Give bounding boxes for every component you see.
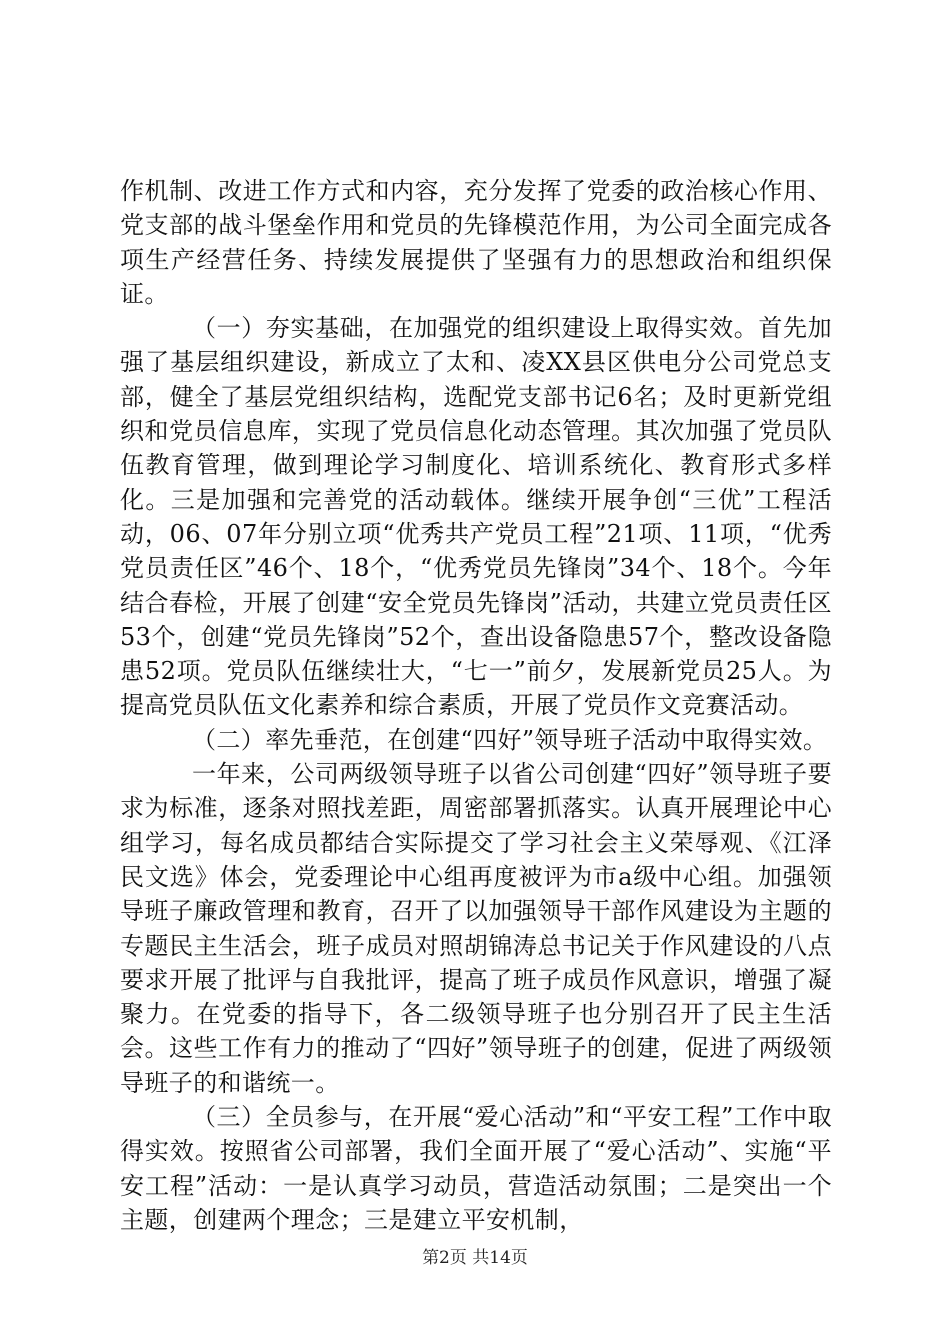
paragraph-section-two-heading: （二）率先垂范，在创建“四好”领导班子活动中取得实效。 bbox=[192, 725, 828, 754]
document-body bbox=[120, 174, 832, 1237]
paragraph-section-one: （一）夯实基础，在加强党的组织建设上取得实效。首先加强了基层组织建设，新成立了太和、凌XX县区供电分公司党总支部，健全了基层党组织结构，选配党支部书记6名；及时更新党组织和党员信息库，实现了党员信息化动态管理。其次加强了党员队伍教育管理，做到理论学习制度化、培训系统化、教育形式多样化。三是加强和完善党的活动载体。继续开展争创“三优”工程活动，06、07年分别立项“优秀共产党员工程”21项、11项，“优秀党员责任区”46个、18个，“优秀党员先锋岗”34个、18个。今年结合春检，开展了创建“安全党员先锋岗”活动，共建立党员责任区53个，创建“党员先锋岗”52个，查出设备隐患57个，整改设备隐患52项。党员队伍继续壮大，“七一”前夕，发展新党员25人。为提高党员队伍文化素养和综合素质，开展了党员作文竞赛活动。 bbox=[120, 314, 832, 720]
paragraph-continuation: 作机制、改进工作方式和内容，充分发挥了党委的政治核心作用、党支部的战斗堡垒作用和党员的先锋模范作用，为公司全面完成各项生产经营任务、持续发展提供了坚强有力的思想政治和组织保证。 bbox=[120, 177, 832, 308]
paragraph-section-three: （三）全员参与，在开展“爱心活动”和“平安工程”工作中取得实效。按照省公司部署，我们全面开展了“爱心活动”、实施“平安工程”活动：一是认真学习动员，营造活动氛围；二是突出一个主题，创建两个理念；三是建立平安机制， bbox=[120, 1103, 832, 1234]
page-number-footer: 第2页 共14页 bbox=[422, 1248, 528, 1268]
paragraph-section-two-body: 一年来，公司两级领导班子以省公司创建“四好”领导班子要求为标准，逐条对照找差距，周密部署抓落实。认真开展理论中心组学习，每名成员都结合实际提交了学习社会主义荣辱观、《江泽民文选》体会，党委理论中心组再度被评为市a级中心组。加强领导班子廉政管理和教育，召开了以加强领导干部作风建设为主题的专题民主生活会，班子成员对照胡锦涛总书记关于作风建设的八点要求开展了批评与自我批评，提高了班子成员作风意识，增强了凝聚力。在党委的指导下，各二级领导班子也分别召开了民主生活会。这些工作有力的推动了“四好”领导班子的创建，促进了两级领导班子的和谐统一。 bbox=[120, 760, 833, 1097]
